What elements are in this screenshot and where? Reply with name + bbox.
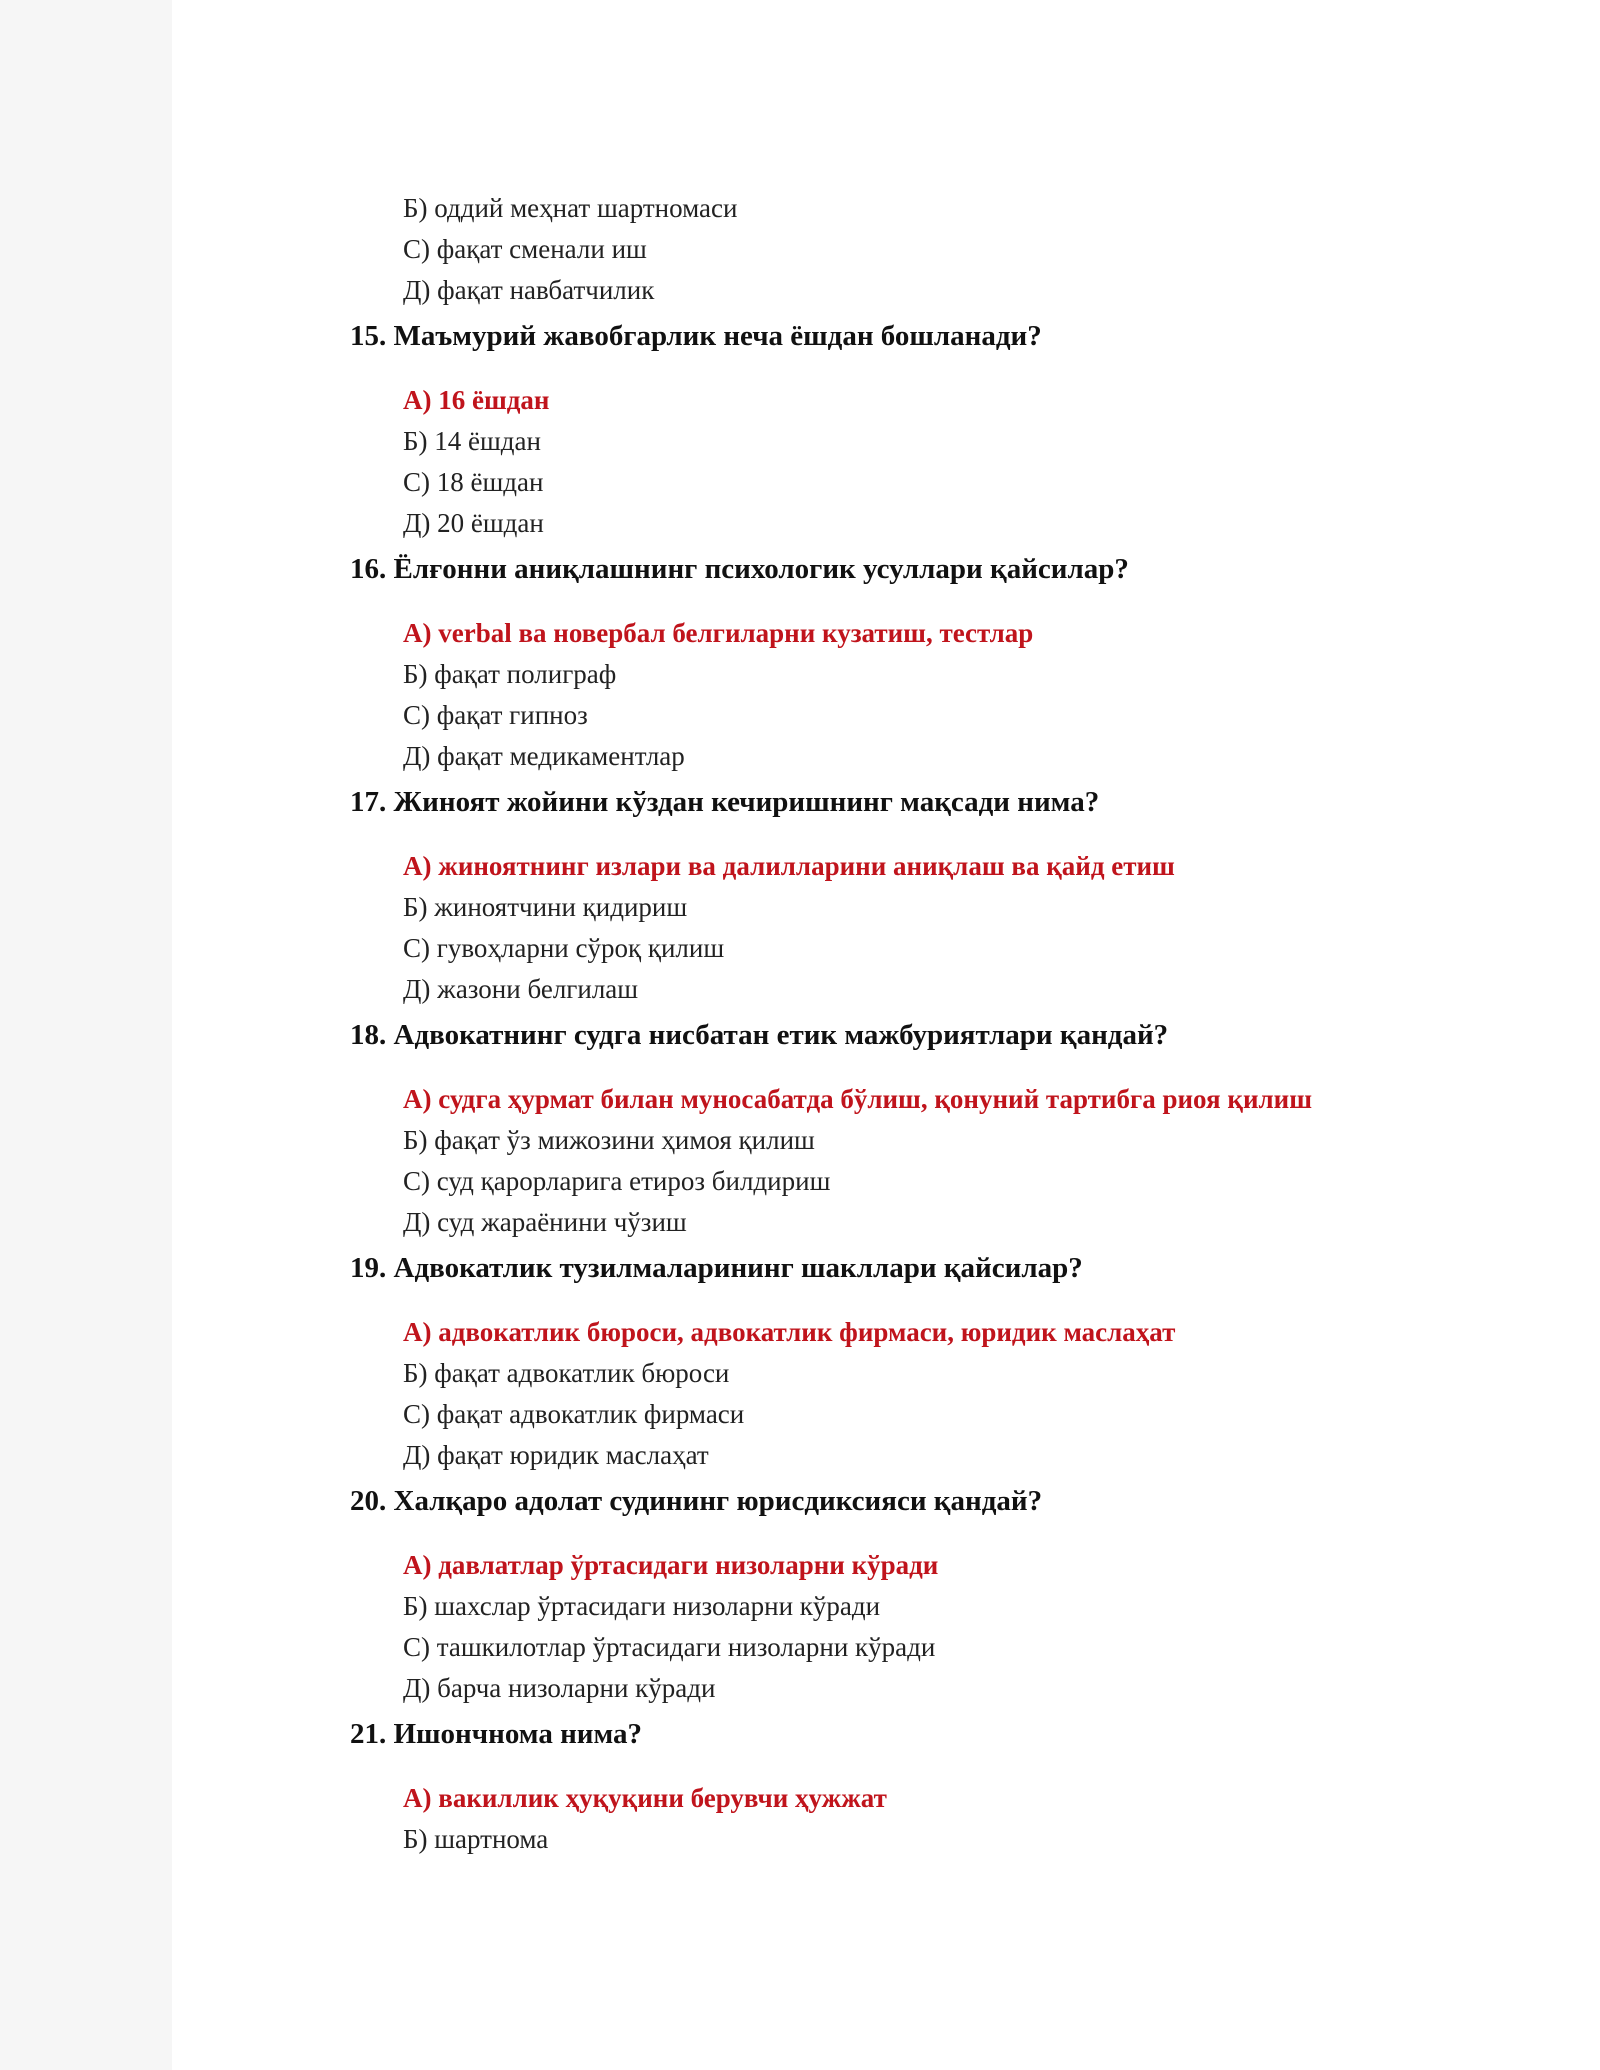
question-17-option: Д) жазони белгилаш — [403, 974, 639, 1004]
question-19-option: С) фақат адвокатлик фирмаси — [403, 1399, 745, 1429]
question-19-title: 19. Адвокатлик тузилмаларининг шакллари қайсилар? — [350, 1252, 1083, 1284]
question-18-option: Д) суд жараёнини чўзиш — [403, 1207, 687, 1237]
question-16-option: С) фақат гипноз — [403, 700, 588, 730]
question-20-title: 20. Халқаро адолат судининг юрисдиксияси қандай? — [350, 1485, 1043, 1517]
question-19-option: Д) фақат юридик маслаҳат — [403, 1440, 709, 1470]
question-18-option: С) суд қарорларига етироз билдириш — [403, 1166, 831, 1196]
question-16-option: Б) фақат полиграф — [403, 659, 617, 689]
question-19-option: Б) фақат адвокатлик бюроси — [403, 1358, 730, 1388]
question-19-correct-answer: А) адвокатлик бюроси, адвокатлик фирмаси, юридик маслаҳат — [403, 1317, 1176, 1347]
question-15-option: Б) 14 ёшдан — [403, 426, 541, 456]
question-18-correct-answer: А) судга ҳурмат билан муносабатда бўлиш, қонуний тартибга риоя қилиш — [403, 1084, 1312, 1114]
question-16-title: 16. Ёлғонни аниқлашнинг психологик усуллари қайсилар? — [350, 553, 1129, 585]
question-15-option: Д) 20 ёшдан — [403, 508, 544, 538]
question-18-option: Б) фақат ўз мижозини ҳимоя қилиш — [403, 1125, 815, 1155]
question-17-title: 17. Жиноят жойини кўздан кечиришнинг мақсади нима? — [350, 786, 1100, 818]
quiz-content — [350, 188, 1600, 1860]
question-16-correct-answer: А) verbal ва новербал белгиларни кузатиш, тестлар — [403, 618, 1034, 648]
question-17-option: Б) жиноятчини қидириш — [403, 892, 688, 922]
question-20-correct-answer: А) давлатлар ўртасидаги низоларни кўради — [403, 1550, 939, 1580]
question-16-option: Д) фақат медикаментлар — [403, 741, 685, 771]
carry-over-option: С) фақат сменали иш — [403, 234, 647, 264]
question-17-option: С) гувоҳларни сўроқ қилиш — [403, 933, 725, 963]
question-15-correct-answer: А) 16 ёшдан — [403, 385, 550, 415]
question-20-option: Д) барча низоларни кўради — [403, 1673, 716, 1703]
question-21-title: 21. Ишончнома нима? — [350, 1718, 643, 1750]
question-20-option: Б) шахслар ўртасидаги низоларни кўради — [403, 1591, 881, 1621]
carry-over-option: Б) оддий меҳнат шартномаси — [403, 193, 738, 223]
question-20-option: С) ташкилотлар ўртасидаги низоларни кўради — [403, 1632, 936, 1662]
document-page — [172, 0, 1600, 2070]
question-18-title: 18. Адвокатнинг судга нисбатан етик мажбуриятлари қандай? — [350, 1019, 1169, 1051]
question-15-option: С) 18 ёшдан — [403, 467, 544, 497]
carry-over-option: Д) фақат навбатчилик — [403, 275, 655, 305]
question-21-correct-answer: А) вакиллик ҳуқуқини берувчи ҳужжат — [403, 1783, 887, 1813]
question-21-option: Б) шартнома — [403, 1824, 549, 1854]
question-17-correct-answer: А) жиноятнинг излари ва далилларини аниқлаш ва қайд етиш — [403, 851, 1175, 881]
question-15-title: 15. Маъмурий жавобгарлик неча ёшдан бошланади? — [350, 320, 1042, 352]
